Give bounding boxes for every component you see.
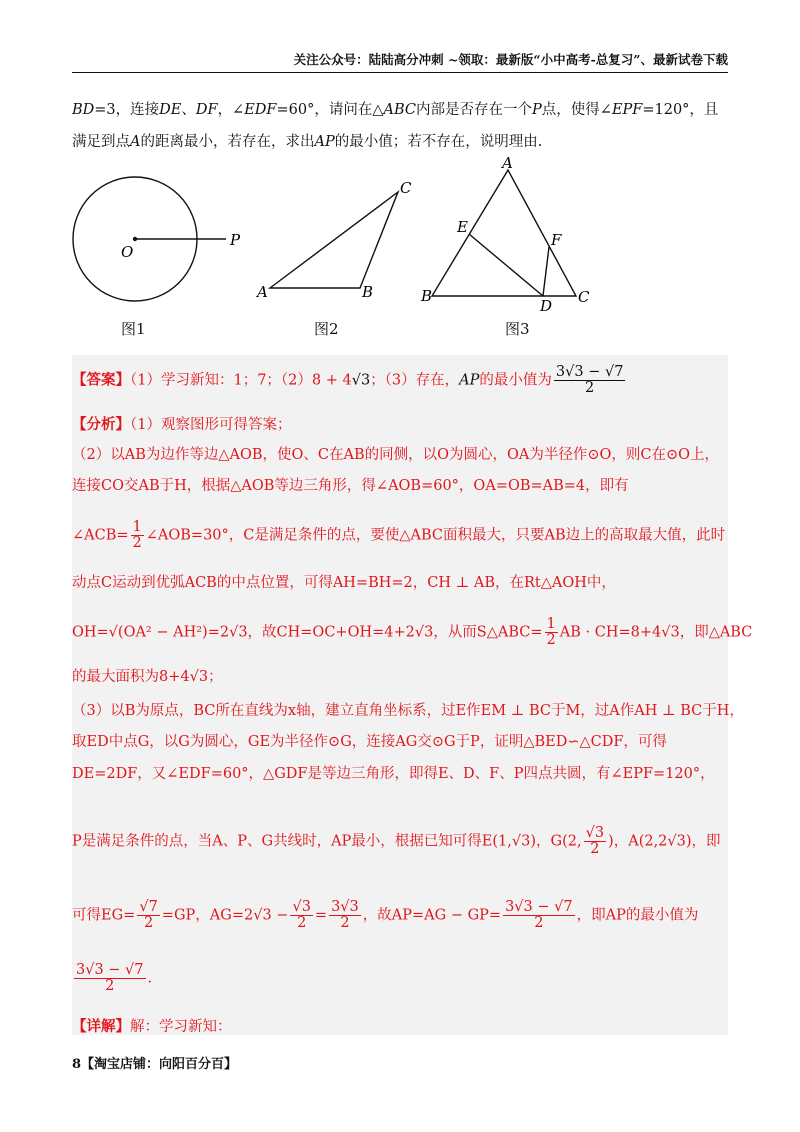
figure-1-caption: 图1 [121, 320, 146, 338]
analysis-line-8: （3）以B为原点，BC所在直线为x轴，建立直角坐标系，过E作EM ⊥ BC于M，过A作AH ⊥ BC于H， [72, 703, 744, 719]
header-rule [72, 72, 728, 73]
detail-line: 【详解】解：学习新知： [72, 1018, 232, 1035]
analysis-line-12: 可得EG= $\frac{√7}{2}$ =GP，AG=2√3 − $\frac{√3}{2}$ = $\frac{3√3}{2}$ ，故AP=AG − GP= $\frac{3√3 - √7}{2}$ ，即AP的最小值为 [72, 899, 699, 932]
figure-2-caption: 图2 [314, 320, 339, 338]
analysis-line-11: P是满足条件的点，当A、P、G共线时，AP最小，根据已知可得E(1,√3)，G(2, $\frac{√3}{2}$ )，A(2,2√3)，即 [72, 825, 721, 858]
figure-1 [73, 177, 226, 301]
label-p: P [230, 231, 241, 249]
analysis-line-1: 【分析】（1）观察图形可得答案； [72, 416, 292, 433]
label-c3: C [578, 288, 590, 306]
figure-3-caption: 图3 [505, 320, 530, 338]
analysis-line-9: 取ED中点G，以G为圆心，GE为半径作⊙G，连接AG交⊙G于P，证明△BED∽△CDF，可得 [72, 734, 667, 750]
analysis-line-13: $\frac{3√3 - √7}{2}$ . [76, 962, 153, 995]
center-o-dot [133, 237, 137, 241]
analysis-line-2: （2）以AB为边作等边△AOB，使O、C在AB的同侧，以O为圆心，OA为半径作⊙O，则C在⊙O上， [72, 447, 720, 463]
label-b3: B [421, 287, 433, 305]
label-o: O [121, 243, 134, 261]
triangle-abc [270, 192, 398, 288]
label-c2: C [400, 179, 412, 197]
segment-fd [543, 247, 549, 296]
analysis-line-4: ∠ACB= $\frac{1}{2}$ ∠AOB=30°，C是满足条件的点，要使△ABC面积最大，只要AB边上的高取最大值，此时 [72, 519, 726, 552]
analysis-line-5: 动点C运动到优弧ACB的中点位置，可得AH=BH=2，CH ⊥ AB，在Rt△AOH中， [72, 575, 616, 591]
label-e3: E [457, 218, 468, 236]
label-a3: A [502, 154, 513, 172]
analysis-line-3: 连接CO交AB于H，根据△AOB等边三角形，得∠AOB=60°，OA=OB=AB=4，即有 [72, 478, 629, 494]
answer-line: 【答案】（1）学习新知：1；7；（2）8 + 4√3；（3）存在，AP的最小值为 $\frac{3√3 - √7}{2}$ [72, 364, 624, 397]
analysis-line-6: OH=√(OA² − AH²)=2√3，故CH=OC+OH=4+2√3，从而S△ABC= $\frac{1}{2}$ AB · CH=8+4√3，即△ABC [72, 616, 753, 649]
label-a2: A [257, 283, 268, 301]
analysis-line-10: DE=2DF，又∠EDF=60°，△GDF是等边三角形，即得E、D、F、P四点共圆，有∠EPF=120°， [72, 766, 715, 782]
label-f3: F [551, 231, 562, 249]
figures-svg [0, 150, 800, 320]
page-header: 关注公众号：陆陆高分冲刺 ~领取：最新版“小中高考-总复习”、最新试卷下载 [293, 52, 728, 67]
figure-2 [270, 192, 398, 288]
label-b2: B [362, 283, 374, 301]
question-line-1: BD=3，连接DE、DF，∠EDF=60°，请问在△ABC内部是否存在一个P点，使得∠EPF=120°，且 [72, 102, 719, 118]
label-d3: D [540, 297, 553, 315]
segment-ed [469, 234, 543, 296]
page-footer: 8【淘宝店铺：向阳百分百】 [72, 1057, 238, 1072]
analysis-line-7: 的最大面积为8+4√3； [72, 669, 223, 685]
question-line-2: 满足到点A的距离最小，若存在，求出AP的最小值；若不存在，说明理由. [72, 134, 543, 150]
